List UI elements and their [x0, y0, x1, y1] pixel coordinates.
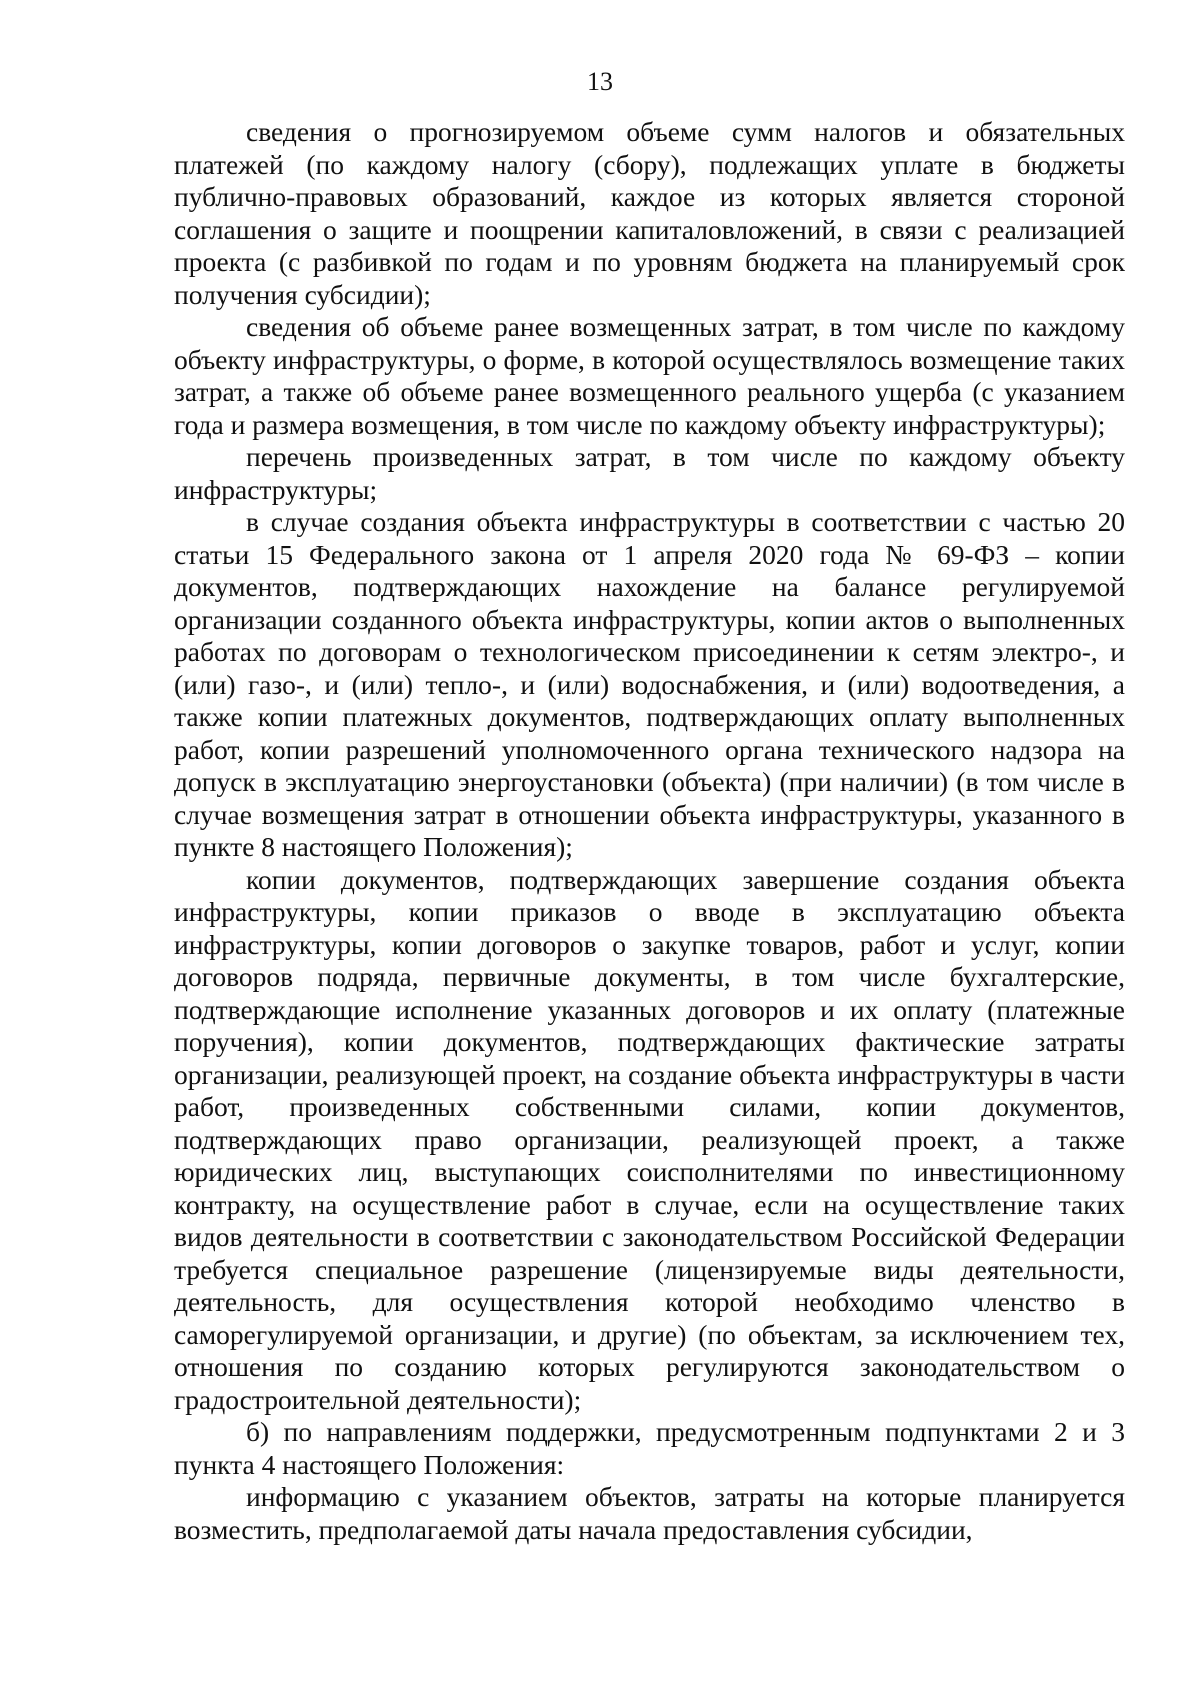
- paragraph-tax-forecast: сведения о прогнозируемом объеме сумм налогов и обязательных платежей (по каждому налогу (сбору), подлежащих уплате в бюджеты публично-правовых образований, каждое из которых является стороной соглашения о защите и поощрении капиталовложений, в связи с реализацией проекта (с разбивкой по годам и по уровням бюджета на планируемый срок получения субсидии);: [174, 116, 1125, 310]
- paragraph-costs-list: перечень произведенных затрат, в том числе по каждому объекту инфраструктуры;: [174, 441, 1125, 505]
- paragraph-support-directions: б) по направлениям поддержки, предусмотренным подпунктами 2 и 3 пункта 4 настоящего Положения:: [174, 1416, 1125, 1480]
- paragraph-objects-information: информацию с указанием объектов, затраты на которые планируется возместить, предполагаемой даты начала предоставления субсидии,: [174, 1481, 1125, 1545]
- document-body: [174, 116, 1125, 1546]
- paragraph-infrastructure-creation: в случае создания объекта инфраструктуры в соответствии с частью 20 статьи 15 Федерального закона от 1 апреля 2020 года № 69-ФЗ – копии документов, подтверждающих нахождение на балансе регулируемой организации созданного объекта инфраструктуры, копии актов о выполненных работах по договорам о технологическом присоединении к сетям электро-, и (или) газо-, и (или) тепло-, и (или) водоснабжения, и (или) водоотведения, а также копии платежных документов, подтверждающих оплату выполненных работ, копии разрешений уполномоченного органа технического надзора на допуск в эксплуатацию энергоустановки (объекта) (при наличии) (в том числе в случае возмещения затрат в отношении объекта инфраструктуры, указанного в пункте 8 настоящего Положения);: [174, 506, 1125, 862]
- paragraph-completion-documents: копии документов, подтверждающих завершение создания объекта инфраструктуры, копии приказов о вводе в эксплуатацию объекта инфраструктуры, копии договоров о закупке товаров, работ и услуг, копии договоров подряда, первичные документы, в том числе бухгалтерские, подтверждающие исполнение указанных договоров и их оплату (платежные поручения), копии документов, подтверждающих фактические затраты организации, реализующей проект, на создание объекта инфраструктуры в части работ, произведенных собственными силами, копии документов, подтверждающих право организации, реализующей проект, а также юридических лиц, выступающих соисполнителями по инвестиционному контракту, на осуществление работ в случае, если на осуществление таких видов деятельности в соответствии с законодательством Российской Федерации требуется специальное разрешение (лицензируемые виды деятельности, деятельность, для осуществления которой необходимо членство в саморегулируемой организации, и другие) (по объектам, за исключением тех, отношения по созданию которых регулируются законодательством о градостроительной деятельности);: [174, 863, 1125, 1415]
- page-number: 13: [587, 67, 613, 96]
- paragraph-reimbursed-costs: сведения об объеме ранее возмещенных затрат, в том числе по каждому объекту инфраструктуры, о форме, в которой осуществлялось возмещение таких затрат, а также об объеме ранее возмещенного реального ущерба (с указанием года и размера возмещения, в том числе по каждому объекту инфраструктуры);: [174, 311, 1125, 440]
